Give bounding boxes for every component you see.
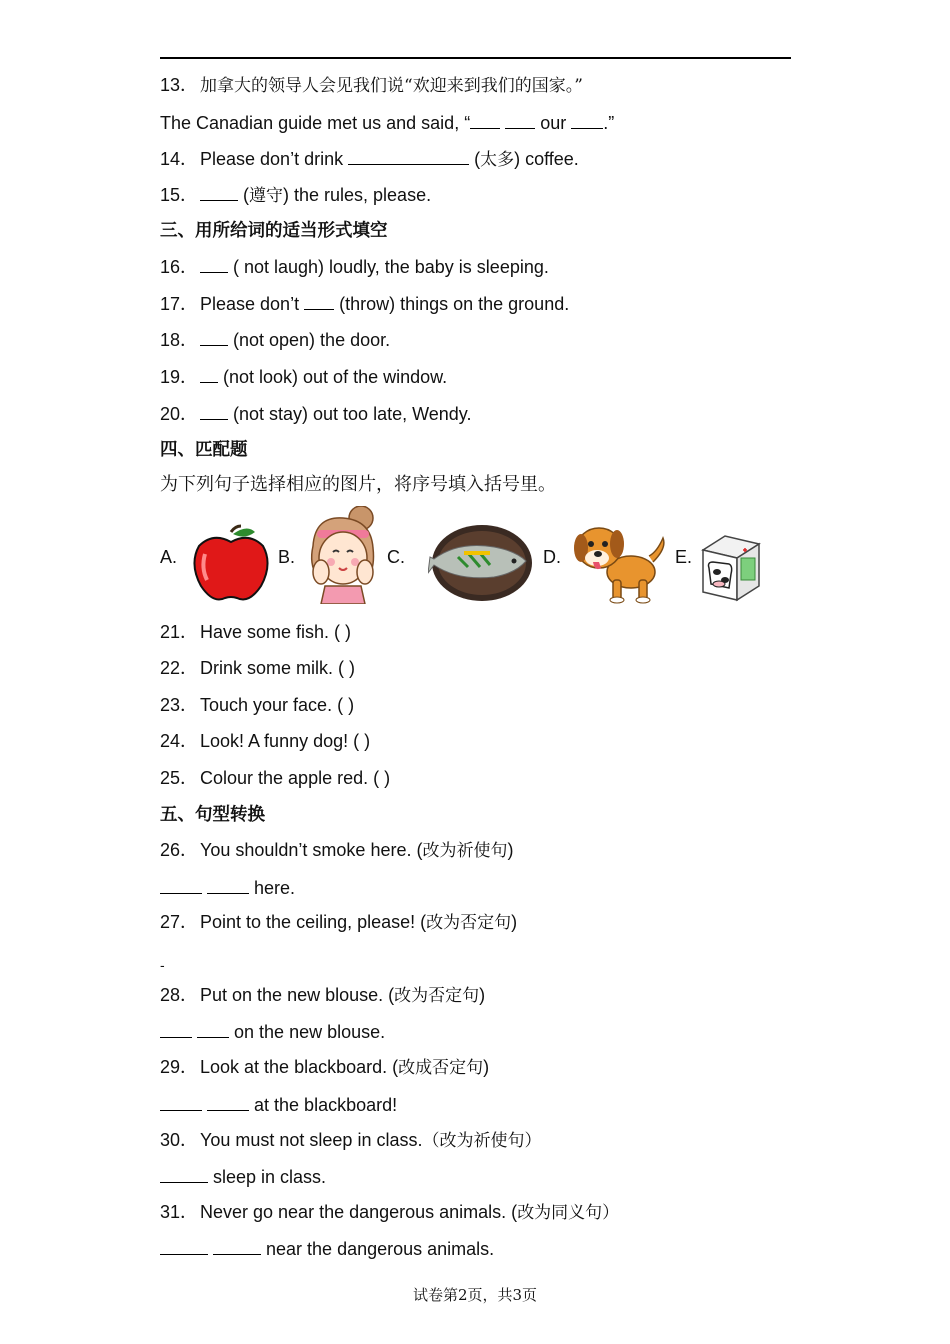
answer-blank[interactable] — [470, 111, 500, 129]
q28: 28． Put on the new blouse. (改为否定句) — [160, 985, 486, 1006]
q14: 14． Please don’t drink (太多) coffee. — [160, 149, 579, 170]
q27: 27． Point to the ceiling, please! (改为否定句) — [160, 912, 518, 933]
answer-blank[interactable] — [207, 876, 249, 894]
answer-blank[interactable] — [200, 365, 218, 383]
answer-blank[interactable] — [160, 1093, 202, 1111]
q15: 15． (遵守) the rules, please. — [160, 185, 432, 206]
q18: 18． (not open) the door. — [160, 330, 391, 350]
answer-blank[interactable] — [160, 1165, 208, 1183]
q23: 23． Touch your face. ( ) — [160, 695, 355, 715]
q29: 29． Look at the blackboard. (改成否定句) — [160, 1057, 490, 1078]
option-d-label: D. — [543, 547, 561, 567]
option-e-label: E. — [675, 547, 693, 567]
q22: 22． Drink some milk. ( ) — [160, 658, 356, 678]
answer-blank[interactable] — [200, 328, 228, 346]
option-c-label: C. — [387, 547, 405, 567]
q30-answer: sleep in class. — [160, 1165, 326, 1188]
q24: 24． Look! A funny dog! ( ) — [160, 731, 371, 751]
section-3-heading: 三、用所给词的适当形式填空 — [160, 221, 388, 241]
q31-answer: near the dangerous animals. — [160, 1237, 494, 1260]
q19: 19． (not look) out of the window. — [160, 367, 448, 387]
answer-blank[interactable] — [160, 876, 202, 894]
q27-answer-dash: - — [160, 957, 165, 973]
q20: 20． (not stay) out too late, Wendy. — [160, 404, 472, 424]
answer-blank[interactable] — [160, 1237, 208, 1255]
option-a-label: A. — [160, 547, 178, 567]
q31: 31． Never go near the dangerous animals. (改为同义句） — [160, 1202, 620, 1223]
answer-blank[interactable] — [200, 255, 228, 273]
fish-dish-icon — [428, 521, 536, 608]
answer-blank[interactable] — [304, 292, 334, 310]
q26-answer: here. — [160, 876, 295, 899]
q17: 17． Please don’t (throw) things on the ground. — [160, 294, 570, 314]
answer-blank[interactable] — [348, 147, 469, 165]
q13-chinese: 13． 加拿大的领导人会见我们说“欢迎来到我们的国家。” — [160, 75, 583, 96]
option-b-label: B. — [278, 547, 296, 567]
page-footer: 试卷第2页，共3页 — [412, 1286, 538, 1304]
section-4-instructions: 为下列句子选择相应的图片，将序号填入括号里。 — [160, 474, 556, 495]
q16: 16． ( not laugh) loudly, the baby is sleeping. — [160, 257, 549, 277]
section-4-heading: 四、匹配题 — [160, 440, 248, 460]
answer-blank[interactable] — [571, 111, 603, 129]
q28-answer: on the new blouse. — [160, 1020, 385, 1043]
q25: 25． Colour the apple red. ( ) — [160, 768, 391, 788]
answer-blank[interactable] — [200, 183, 238, 201]
answer-blank[interactable] — [505, 111, 535, 129]
header-rule — [160, 57, 791, 59]
section-5-heading: 五、句型转换 — [160, 805, 265, 825]
q30: 30． You must not sleep in class.（改为祈使句） — [160, 1130, 542, 1151]
answer-blank[interactable] — [200, 402, 228, 420]
answer-blank[interactable] — [213, 1237, 261, 1255]
girl-face-icon — [303, 506, 381, 609]
q26: 26． You shouldn’t smoke here. (改为祈使句) — [160, 840, 514, 861]
milk-carton-icon — [695, 532, 765, 607]
answer-blank[interactable] — [207, 1093, 249, 1111]
answer-blank[interactable] — [197, 1020, 229, 1038]
q29-answer: at the blackboard! — [160, 1093, 397, 1116]
apple-icon — [191, 524, 271, 609]
answer-blank[interactable] — [160, 1020, 192, 1038]
q21: 21． Have some fish. ( ) — [160, 622, 352, 642]
q13-english: The Canadian guide met us and said, “ our .” — [160, 113, 615, 133]
dog-icon — [573, 522, 667, 609]
